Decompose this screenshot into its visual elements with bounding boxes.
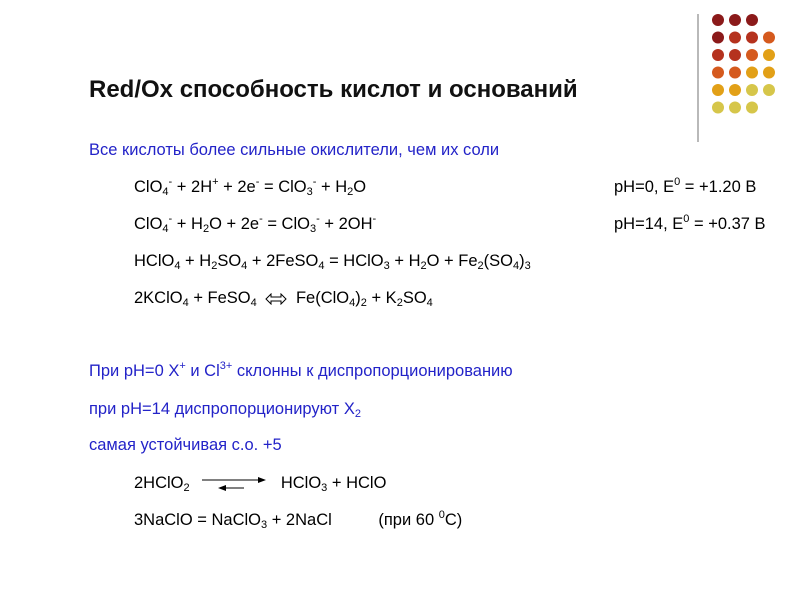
decorative-dot bbox=[729, 49, 741, 61]
section2-line-3: самая устойчивая с.о. +5 bbox=[89, 436, 282, 454]
equation-6-condition: (при 60 $^0$C) bbox=[378, 509, 463, 529]
decorative-dot bbox=[729, 67, 741, 79]
decorative-dot bbox=[746, 49, 758, 61]
decorative-dot bbox=[763, 32, 775, 44]
equation-1-condition: pH=0, $E^0 = +1.20$ В bbox=[614, 176, 757, 196]
decorative-dot bbox=[746, 84, 758, 96]
decorative-dot bbox=[729, 84, 741, 96]
decorative-dot bbox=[746, 32, 758, 44]
section1-heading: Все кислоты более сильные окислители, чем их соли bbox=[89, 141, 500, 159]
equilibrium-arrows-icon bbox=[200, 476, 268, 492]
decorative-dot bbox=[712, 49, 724, 61]
double-arrow-icon bbox=[265, 293, 287, 305]
vertical-divider bbox=[697, 14, 699, 142]
decorative-dot bbox=[712, 102, 724, 114]
decorative-dot bbox=[729, 14, 741, 26]
decorative-dot bbox=[729, 32, 741, 44]
decorative-dot bbox=[729, 102, 741, 114]
equation-3: HClO$_4$ + $H_2SO_4$ + 2FeSO$_4$ = HClO$_3$ + $H_2O + Fe_2(SO_4)_3$ bbox=[134, 252, 531, 272]
equation-5: 2HClO$_2$ HClO$_3$ + HClO bbox=[134, 474, 387, 494]
decorative-dot bbox=[746, 67, 758, 79]
section2-line-2: при pH=14 диспропорционируют $X_2$ bbox=[89, 400, 361, 420]
decorative-dot bbox=[712, 67, 724, 79]
section2-line-1: При pH=0 X+ и $Cl^{3+}$ склонны к диспропорционированию bbox=[89, 360, 513, 380]
equation-1: $ClO_4^- + 2H^+ + 2e^- = ClO_3^- + H_2O$ pH=0, $E^0 = +1.20$ В bbox=[134, 176, 757, 198]
decorative-dot bbox=[763, 49, 775, 61]
decorative-dot bbox=[763, 84, 775, 96]
equation-4: 2KClO$_4$ + FeSO$_4$ $Fe(ClO_4)_2 + K_2SO_4$ bbox=[134, 289, 433, 309]
decorative-dot bbox=[712, 14, 724, 26]
decorative-dot bbox=[746, 102, 758, 114]
decorative-dot bbox=[712, 84, 724, 96]
decorative-dot bbox=[712, 32, 724, 44]
equation-2: $ClO_4^- + H_2O + 2e^- = ClO_3^- + 2OH^-$ pH=14, $E^0 = +0.37$ В bbox=[134, 213, 766, 235]
decorative-dot bbox=[763, 67, 775, 79]
decorative-dot bbox=[746, 14, 758, 26]
equation-2-condition: pH=14, $E^0 = +0.37$ В bbox=[614, 213, 766, 233]
equation-6: 3NaClO = NaClO$_3$ + 2NaCl (при 60 $^0$C) bbox=[134, 509, 463, 531]
decorative-dot-grid bbox=[0, 0, 800, 140]
slide-title: Red/Ox способность кислот и оснований bbox=[89, 76, 578, 103]
